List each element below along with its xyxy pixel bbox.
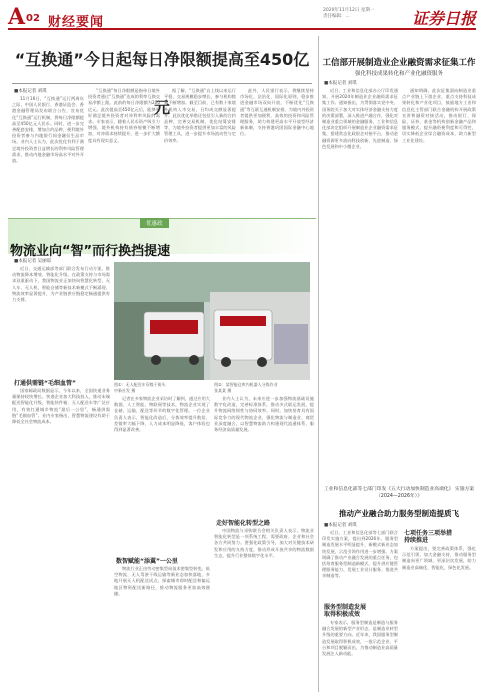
editor-line: 责任编辑：... — [323, 14, 350, 19]
right2-subhead2: 七项任务三项举措 持续推进 — [404, 530, 453, 544]
photo-caption-1: 图①：无人配送车穿梭于街头 中新社发 摄 — [114, 382, 166, 393]
right2-subhead: 服务型制造发展 取得积极成效 — [324, 604, 367, 618]
column-divider — [318, 36, 319, 692]
article1-col2: “互换通”每日净限额是指单日境外投资者通过“互换通”达成的利率互换交易净额上限。此前的每日净限额为200亿元。此次提高至450亿元后，能够更好满足境外投资者对冲利率风险的需求。专家表示，随着人民币资产吸引力增强，境外机构持有债券规模不断增加，对冲需求持续提升，进一步扩大额度具有现实意义。 — [88, 88, 160, 143]
page-header — [8, 4, 476, 30]
article1-col3: 据了解，“互换通”自上线以来运行平稳，交易规模稳步增长，参与机构数量不断增加。截至目前，已有数十家境外机构入市交易，日均成交额显著提升。此次优化举措还包括引入新的合约品种、完善交易机制、优化结算安排等，为境外投资者提供更加丰富的风险管理工具，进一步提升市场流动性与定价效率。 — [164, 88, 236, 143]
right2-byline: ■本报记者 刘琪 — [324, 523, 357, 528]
article2-byline: ■本报记者 吴丽琼 — [14, 259, 52, 264]
date-line: 2020年11月12日 星期一 — [323, 8, 375, 13]
article2-col-left: 国家邮政局数据显示，今年以来，全国快递业务量保持较快增长。快递企业加大科技投入，推动末端配送智能化升级，智能快件箱、无人配送车等广泛应用，有效打通城乡物流“最后一公里”，畅通供需链“毛细血管”。业内专家指出，智慧物流建设有助于降低全社会物流成本。 — [12, 388, 110, 425]
right2-col3: 方案提出，要完善政策体系，强化示范引领，加大金融支持，推动服务型制造向更广领域、更深层次发展，助力制造业高端化、智能化、绿色化发展。 — [402, 546, 476, 570]
right1-byline: ■本报记者 刘琪 — [324, 81, 357, 86]
article2-lead: 近日，交通运输部等部门联合发布行动方案，推动物流降本增效、智能化升级。在政策支持与市场需求双重驱动下，我国物流业正加快向智慧化转型，无人车、无人机、智能仓储等新技术新模式不断涌现，物流效率显著提升，为产业链供应链稳定畅通提供有力支撑。 — [12, 266, 110, 303]
right2-col2: 专家表示，服务型制造是制造与服务融合发展的新型产业形态，是制造业转型升级的重要方向。近年来，我国服务型制造发展取得积极成效，一批示范企业、平台和项目脱颖而出，为推动制造业高质量发展注入新动能。 — [322, 620, 398, 657]
article1-col4: 此外，人民银行表示，将继续坚持市场化、法治化、国际化原则，稳步推进金融市场双向开放，不断优化“互换通”等互联互通机制安排，为境内外投资者提供更加便利、高效的投资和风险管理服务，助力构建更高水平开放型经济新体制，支持香港巩固国际金融中心地位。 — [240, 88, 314, 137]
right2-pretitle: 工业和信息化部等七部门印发《五大行动加快制造业高端化》 实施方案（2024—2026年）》 — [323, 487, 475, 499]
article2-subhead1: 打通供需链“毛细血管” — [14, 380, 76, 387]
article2-col-mid: 记者在多家物流企业采访时了解到，通过应用大数据、人工智能、物联网等技术，物流企业实现了仓储、运输、配送等环节的数字化管理。一位企业负责人表示，智能化改造后，分拣效率提升数倍，差错率大幅下降，人力成本明显降低，客户体验也得到显著改善。 — [114, 396, 210, 433]
article1-byline: ■本报记者 刘琪 — [14, 89, 47, 94]
masthead-logo: 证券日报 — [411, 9, 476, 28]
page-number: 02 — [26, 13, 40, 24]
article2-col-right2: 中国物流与采购联合会相关负责人表示，物流业智能化转型是一项系统工程，需要政府、企业和社会各方共同努力。要强化政策引导，加大对关键技术研发和应用的支持力度，推动形成开放共享的物流数据生态，提升行业整体数字化水平。 — [214, 528, 314, 558]
article2-subhead2: 数智赋能“添翼”一公里 — [116, 558, 178, 565]
article2-col-mid2: 物流行业正由劳动密集型向技术密集型转变。低空物流、无人驾驶干线运输等新业态加快落地，多地开展无人机配送试点，探索城市即时配送和偏远地区物资配送新路径，推动物流服务更加高效便捷。 — [114, 566, 210, 596]
delivery-photo — [114, 262, 310, 380]
article2-headline[interactable]: 物流业向“智”而行换挡提速 — [10, 244, 171, 259]
right2-headline[interactable]: 推动产业融合助力服务型制造提质飞 — [339, 509, 459, 518]
right1-col1: 近日，工业和信息化部办公厅印发通知，开展2024年制造业企业融资需求征集工作。通知指出，为贯彻落实党中央、国务院关于加大对实体经济金融支持力度的决策部署，深入推进产融合作，强化对制造业重点领域的金融服务，工业和信息化部决定组织开展制造业企业融资需求征集，搭建常态化政银企对接平台，推动金融资源更多流向科技创新、先进制造、绿色发展和中小微企业。 — [322, 88, 398, 149]
right1-col2: 通知明确，此次征集面向制造业重点产业链上下游企业，重点支持科技成果转化和产业化项目，鼓励地方工业和信息化主管部门联合金融机构开展政策宣讲和融资对接活动，推动银行、保险、证券、基金等机构创新金融产品和服务模式，提升融资便利度和可得性，切实降低企业综合融资成本，助力新型工业化建设。 — [402, 88, 476, 143]
article1-col1: 11月16日，“互换通”运行两周年之际，中国人民银行、香港证监会、香港金融管理局发布联合公告，宣布优化“互换通”运行机制，将每日净限额提高至450亿元人民币。同时，进一步完善配套安排，增加合约品种，便利境外投资者参与内地银行间金融衍生品市场。业内人士认为，此次优化有利于满足境外投资者日益增长的利率风险管理需求，推动内地金融市场高水平对外开放。 — [12, 96, 84, 164]
right1-subtitle: 强化科技成果转化和产业化融资服务 — [354, 71, 443, 77]
issue-meta — [323, 8, 413, 20]
section-title: 财经要闻 — [48, 15, 105, 30]
banner-tag: 优惠政 — [140, 218, 169, 228]
right1-headline[interactable]: 工信部开展制造业企业融资需求征集工作 — [322, 58, 476, 68]
article2-subhead3: 走好智能化转型之路 — [216, 520, 271, 527]
photo-caption-2: 图②：某智能仓库内机器人分拣作业 张某某 摄 — [214, 382, 278, 393]
article2-col-right: 业内人士认为，未来应进一步加强物流基础设施数字化改造，完善标准体系，推动多式联运发展，提升物流网络韧性与协同效率。同时，加快培育具有国际竞争力的现代物流企业，强化物流与制造业、商贸业深度融合，以智慧物流助力构建现代流通体系，服务经济高质量发展。 — [214, 396, 314, 433]
right2-col: 近日，工业和信息化部等七部门联合印发实施方案，提出到2026年，服务型制造发展水平明显提升，新模式新业态加快发展，示范引领作用进一步增强。方案明确了推动产业融合发展的重点任务，包括培育服务型制造新模式、提升供应链管理服务能力、发展工业设计服务、推进共享制造等。 — [322, 530, 398, 579]
article1-headline[interactable]: “互换通”今日起每日净限额提高至450亿元 — [12, 36, 312, 84]
page-letter: A — [8, 4, 26, 30]
